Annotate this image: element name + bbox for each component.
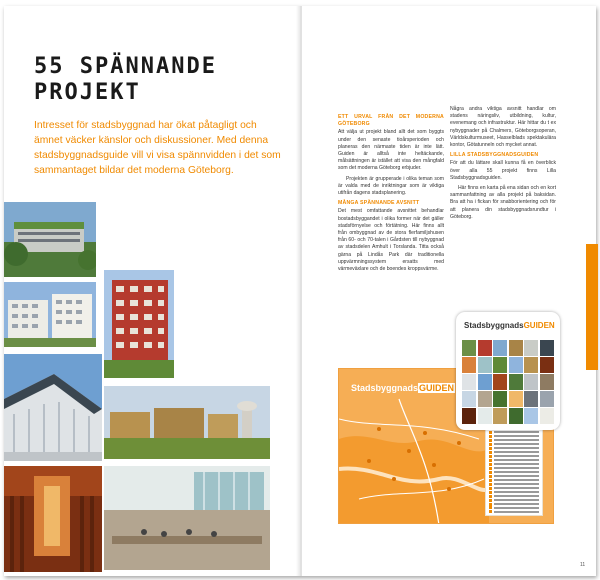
page-title: 55 SPÄNNANDE PROJEKT bbox=[34, 54, 217, 105]
heading-little-guide: LILLA STADSBYGGNADSGUIDEN bbox=[450, 152, 539, 159]
photo-wooden-interior bbox=[4, 466, 102, 572]
lead-paragraph: Intresset för stadsbyggnad har ökat påtagligt och ämnet väcker känslor och diskussioner. Med denna stadsbyggnadsguide vill vi visa spännvidden i det som sammantaget bildar det moderna Göteborg. bbox=[34, 120, 281, 176]
thumbnail-grid bbox=[462, 340, 554, 424]
paragraph: Här finns en karta på ena sidan och en kort sammanfattning av alla projekt på baksidan. Bra att ha i fickan för snabborientering och för att planera din stadsbyggnadsrundtur i Göteborg. bbox=[450, 185, 556, 220]
page-number: 11 bbox=[580, 562, 586, 568]
photo-green-roof-building bbox=[4, 202, 96, 277]
orange-section-tab bbox=[586, 244, 598, 370]
paragraph: Projekten är grupperade i olika teman som är valda med de inriktningar som är viktiga utifrån dagens stadsplanering. bbox=[338, 175, 444, 197]
paragraph: Några andra viktiga avsnitt handlar om stadens näringsliv, utbildning, kultur, evenemang och infrastruktur. Här hittar du t ex nybyggnader på Chalmers, Göteborgsoperan, Världskulturmuseet, Hasselblads spektakulära kontor, Götatunneln och mycket annat. bbox=[450, 106, 556, 149]
heading-selection: ETT URVAL FRÅN DET MODERNA GÖTEBORG bbox=[338, 114, 444, 128]
map-legend bbox=[485, 424, 543, 516]
heading-sections: MÅNGA SPÄNNANDE AVSNITT bbox=[338, 200, 420, 207]
photo-red-brick-building bbox=[104, 270, 174, 378]
paragraph: Att välja ut projekt bland allt det som byggts under den senaste tioårsperioden och planeras den närmaste tiden är inte lätt. Guiden är alltså inte heltäckande, målsättningen är istället att visa den mångfald som det moderna Göteborg erbjuder. bbox=[338, 129, 444, 172]
photo-white-apartments bbox=[4, 282, 96, 347]
guide-booklet bbox=[456, 312, 560, 430]
text-column-2 bbox=[450, 106, 556, 224]
map-title: StadsbyggnadsGUIDEN bbox=[351, 383, 455, 393]
text-column-1 bbox=[338, 114, 444, 276]
guide-booklet-title: StadsbyggnadsGUIDEN bbox=[464, 321, 555, 330]
paragraph: Det mest omfattande avsnittet behandlar bostadsbyggandet i olika former när det gäller stadsförnyelse och förtätning. Här finns allt från ombyggnad av de stora flerfamiljshusen från 60- och 70-talen i Gårdsten till nybyggnad av stadsdelen Amhult i Torslanda. Titta också gärna på Lindås Park där traditionella uppvärmningssystem ersatts med värmeväxlare och de boendes kroppsvärme. bbox=[338, 208, 444, 273]
photo-glass-opera-house bbox=[4, 354, 102, 461]
brochure-spread bbox=[4, 6, 596, 576]
paragraph: För att du lättare skall kunna få en överblick över alla 55 projekt finns Lilla Stadsbyggnadsguiden. bbox=[450, 160, 556, 181]
left-page bbox=[4, 6, 300, 576]
photo-industrial-buildings bbox=[104, 386, 270, 459]
photo-modern-courtyard bbox=[104, 466, 270, 570]
